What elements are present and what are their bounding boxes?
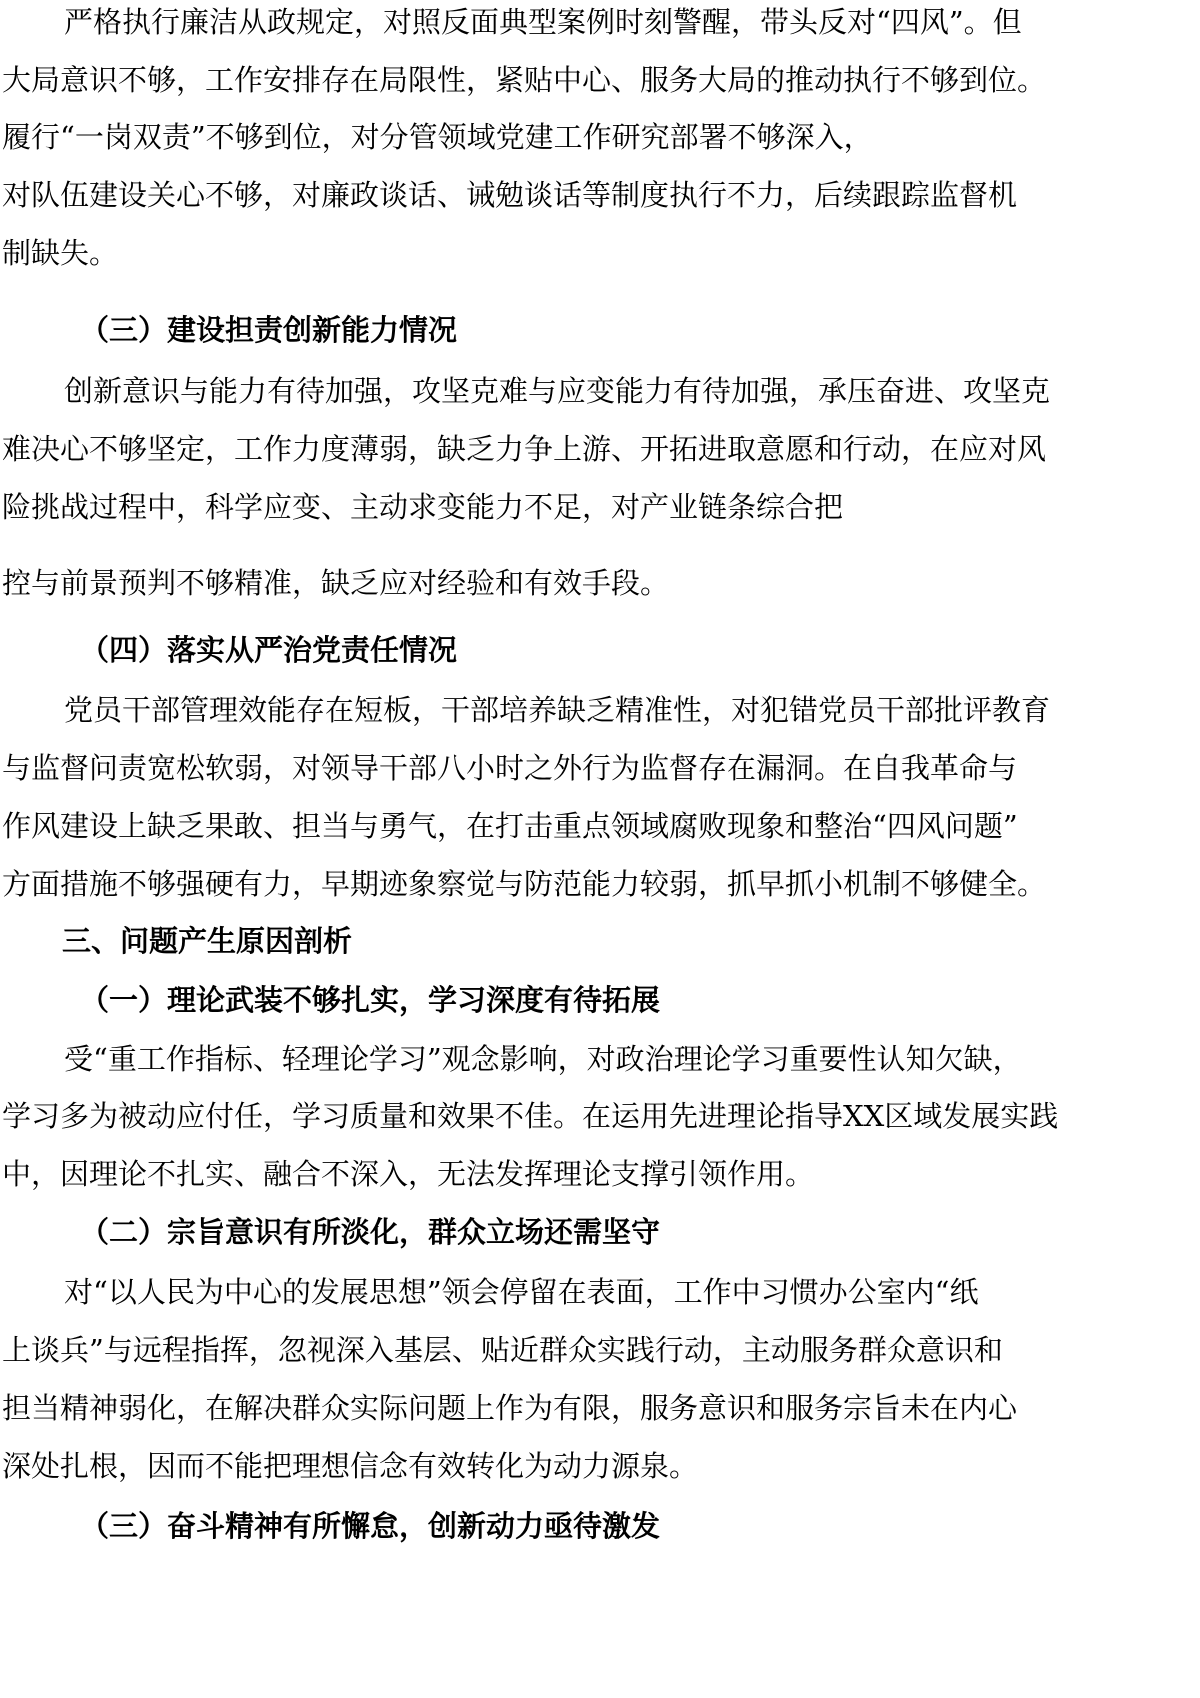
- paragraph-line: 党员干部管理效能存在短板，干部培养缺乏精准性，对犯错党员干部批评教育: [64, 693, 1051, 727]
- paragraph-line: 大局意识不够，工作安排存在局限性，紧贴中心、服务大局的推动执行不够到位。: [2, 63, 1047, 97]
- paragraph-line: 深处扎根，因而不能把理想信念有效转化为动力源泉。: [2, 1449, 699, 1483]
- paragraph-line: 对“以人民为中心的发展思想”领会停留在表面，工作中习惯办公室内“纸: [64, 1275, 979, 1309]
- paragraph-line: 严格执行廉洁从政规定，对照反面典型案例时刻警醒，带头反对“四风”。但: [64, 5, 1022, 39]
- paragraph-line: 制缺失。: [2, 236, 119, 270]
- section-heading: （二）宗旨意识有所淡化，群众立场还需坚守: [80, 1215, 661, 1249]
- section-heading: （四）落实从严治党责任情况: [80, 633, 458, 667]
- section-heading: （三）建设担责创新能力情况: [80, 313, 458, 347]
- section-heading: （三）奋斗精神有所懈怠，创新动力亟待激发: [80, 1509, 661, 1543]
- paragraph-line: 方面措施不够强硬有力，早期迹象察觉与防范能力较弱，抓早抓小机制不够健全。: [2, 867, 1047, 901]
- paragraph-line: 对队伍建设关心不够，对廉政谈话、诫勉谈话等制度执行不力，后续跟踪监督机: [2, 178, 1018, 212]
- paragraph-line: 难决心不够坚定，工作力度薄弱，缺乏力争上游、开拓进取意愿和行动，在应对风: [2, 432, 1047, 466]
- section-heading: （一）理论武装不够扎实，学习深度有待拓展: [80, 983, 661, 1017]
- paragraph-line: 担当精神弱化，在解决群众实际问题上作为有限，服务意识和服务宗旨未在内心: [2, 1391, 1018, 1425]
- paragraph-line: 中，因理论不扎实、融合不深入，无法发挥理论支撑引领作用。: [2, 1157, 815, 1191]
- paragraph-line: 控与前景预判不够精准，缺乏应对经验和有效手段。: [2, 566, 670, 600]
- paragraph-line: 学习多为被动应付任，学习质量和效果不佳。在运用先进理论指导XX区域发展实践: [2, 1099, 1059, 1133]
- paragraph-line: 上谈兵”与远程指挥，忽视深入基层、贴近群众实践行动，主动服务群众意识和: [2, 1333, 1003, 1367]
- paragraph-line: 创新意识与能力有待加强，攻坚克难与应变能力有待加强，承压奋进、攻坚克: [64, 374, 1051, 408]
- paragraph-line: 作风建设上缺乏果敢、担当与勇气，在打击重点领域腐败现象和整治“四风问题”: [2, 809, 1018, 843]
- chapter-heading: 三、问题产生原因剖析: [62, 924, 353, 958]
- paragraph-line: 与监督问责宽松软弱，对领导干部八小时之外行为监督存在漏洞。在自我革命与: [2, 751, 1018, 785]
- paragraph-line: 受“重工作指标、轻理论学习”观念影响，对政治理论学习重要性认知欠缺，: [64, 1042, 1022, 1076]
- paragraph-line: 险挑战过程中，科学应变、主动求变能力不足，对产业链条综合把: [2, 490, 844, 524]
- paragraph-line: 履行“一岗双责”不够到位，对分管领域党建工作研究部署不够深入，: [2, 120, 873, 154]
